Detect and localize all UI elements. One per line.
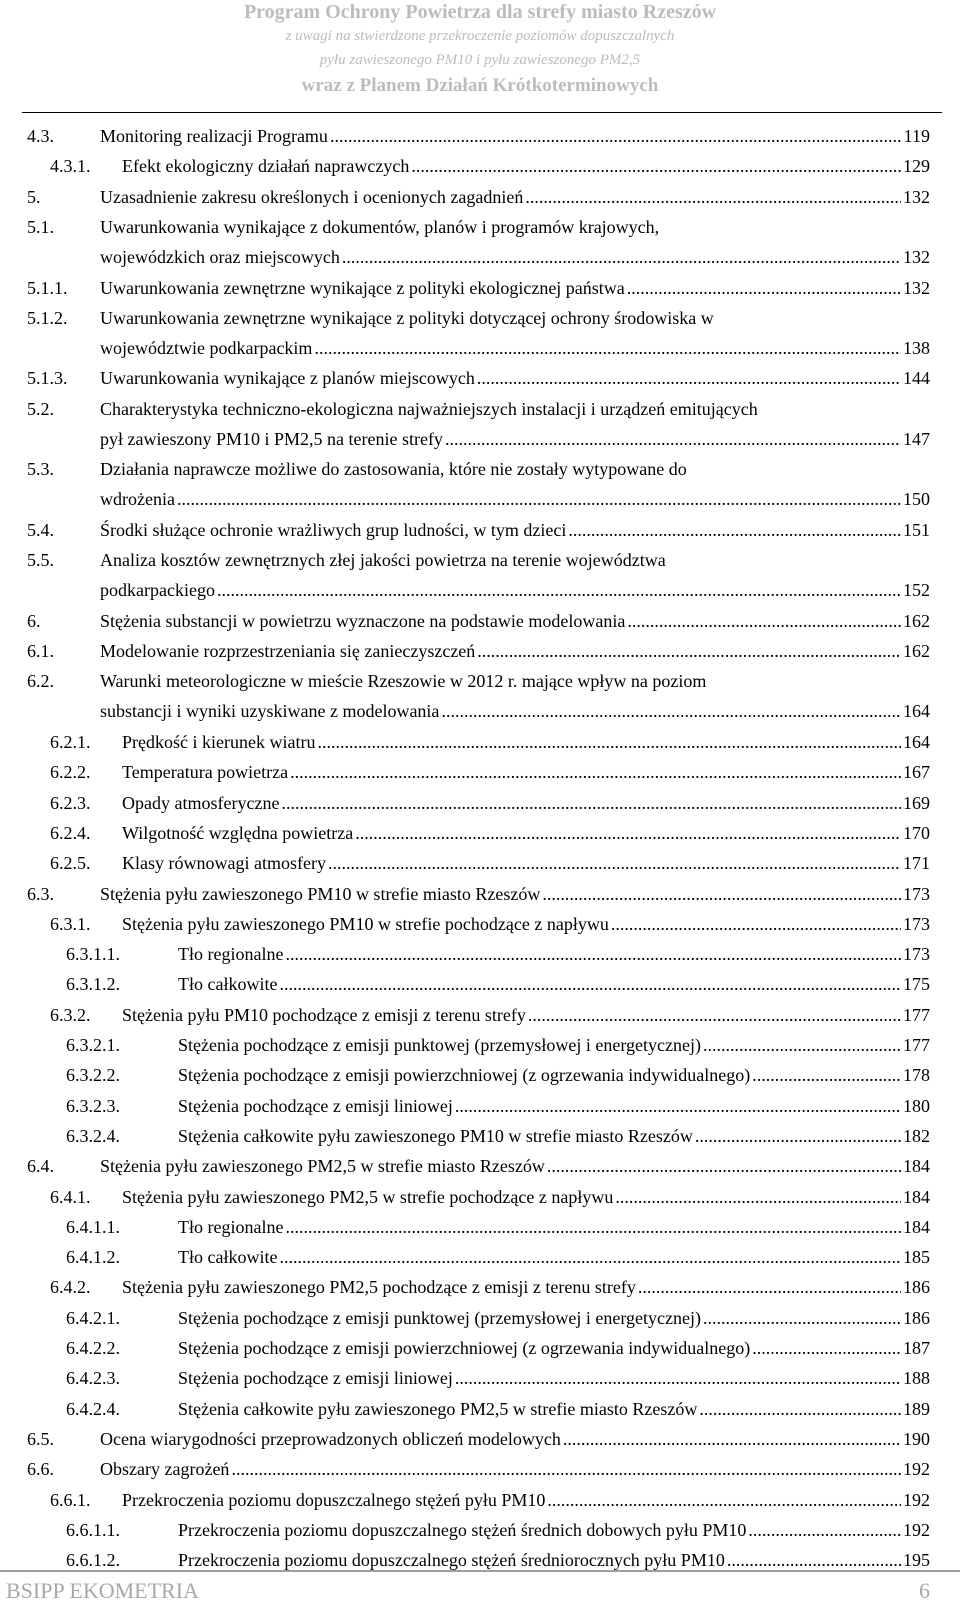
toc-entry-page: 132 — [903, 277, 930, 298]
toc-entry-title: Stężenia pyłu PM10 pochodzące z emisji z terenu strefy — [122, 1004, 526, 1025]
toc-entry-page: 182 — [903, 1125, 930, 1146]
toc-entry[interactable] — [0, 1303, 960, 1333]
toc-entry-page: 162 — [903, 641, 930, 662]
toc-entry[interactable] — [0, 818, 960, 848]
toc-entry-page: 170 — [903, 822, 930, 843]
toc-entry-number: 6.4. — [27, 1156, 54, 1177]
toc-dot-leader — [279, 1242, 901, 1272]
toc-entry[interactable] — [0, 1000, 960, 1030]
toc-dot-leader — [748, 1515, 901, 1545]
toc-dot-leader — [314, 333, 901, 363]
toc-entry-number: 6.3.1. — [50, 913, 91, 934]
toc-entry[interactable] — [0, 1151, 960, 1181]
toc-dot-leader — [752, 1060, 901, 1090]
toc-entry-number: 6.3.1.1. — [66, 944, 120, 965]
toc-entry-page: 129 — [903, 156, 930, 177]
toc-entry[interactable] — [0, 1272, 960, 1302]
toc-entry-page: 192 — [903, 1489, 930, 1510]
toc-entry-page: 162 — [903, 610, 930, 631]
toc-entry[interactable] — [0, 606, 960, 636]
toc-dot-leader — [317, 727, 901, 757]
toc-entry-page: 184 — [903, 1156, 930, 1177]
toc-entry-number: 4.3.1. — [50, 156, 91, 177]
toc-entry[interactable] — [0, 121, 960, 151]
toc-dot-leader — [281, 788, 901, 818]
toc-entry-page: 186 — [903, 1307, 930, 1328]
toc-entry[interactable] — [0, 1424, 960, 1454]
toc-dot-leader — [547, 1485, 901, 1515]
toc-entry-number: 6.6.1.2. — [66, 1550, 120, 1571]
toc-dot-leader — [611, 909, 901, 939]
toc-entry-title: Przekroczenia poziomu dopuszczalnego stężeń średnich dobowych pyłu PM10 — [178, 1519, 747, 1540]
toc-entry[interactable] — [0, 1182, 960, 1212]
toc-entry-title: podkarpackiego — [100, 580, 215, 601]
toc-dot-leader — [411, 151, 901, 181]
toc-entry-number: 6.3.1.2. — [66, 974, 120, 995]
toc-dot-leader — [699, 1394, 901, 1424]
toc-entry-number: 6.4.2. — [50, 1277, 91, 1298]
toc-entry-title: Temperatura powietrza — [122, 762, 289, 783]
header-title: Program Ochrony Powietrza dla strefy miasto Rzeszów — [243, 1, 717, 23]
toc-entry-title: Tło całkowite — [178, 974, 278, 995]
toc-entry-page: 175 — [903, 974, 930, 995]
toc-entry[interactable] — [0, 788, 960, 818]
toc-entry-number: 6.2.3. — [50, 792, 91, 813]
toc-entry-page: 119 — [903, 126, 930, 146]
toc-entry-page: 192 — [903, 1459, 930, 1480]
toc-entry-number: 6.4.2.2. — [66, 1338, 120, 1358]
toc-entry-title: wdrożenia — [100, 489, 175, 510]
toc-entry[interactable] — [0, 939, 960, 969]
toc-entry-title: Tło regionalne — [178, 944, 284, 965]
footer-divider — [0, 1570, 960, 1572]
toc-entry[interactable] — [0, 1515, 960, 1545]
toc-entry-page: 152 — [903, 580, 930, 601]
toc-entry-page: 132 — [903, 186, 930, 207]
toc-entry-title: Uwarunkowania wynikające z planów miejscowych — [100, 368, 475, 389]
toc-dot-leader — [355, 818, 901, 848]
toc-entry-title: Stężenia całkowite pyłu zawieszonego PM2,5 w strefie miasto Rzeszów — [178, 1398, 698, 1419]
toc-entry-number: 6.2.5. — [50, 853, 91, 874]
toc-entry-page: 147 — [903, 428, 930, 449]
toc-entry[interactable] — [0, 212, 960, 273]
toc-entry-title: Analiza kosztów zewnętrznych złej jakości powietrza na terenie województwa — [100, 550, 666, 571]
toc-entry-number: 6.2.4. — [50, 822, 91, 843]
toc-entry[interactable] — [0, 879, 960, 909]
toc-entry[interactable] — [0, 727, 960, 757]
toc-entry-page: 167 — [903, 762, 930, 783]
toc-entry[interactable] — [0, 1242, 960, 1272]
toc-entry-number: 6.3.2.2. — [66, 1065, 120, 1086]
toc-entry[interactable] — [0, 1121, 960, 1151]
toc-entry-title: Efekt ekologiczny działań naprawczych — [122, 156, 410, 177]
toc-entry-number: 6.4.2.4. — [66, 1398, 120, 1419]
toc-entry-number: 6.5. — [27, 1428, 54, 1449]
toc-entry-title: Stężenia pochodzące z emisji powierzchniowej (z ogrzewania indywidualnego) — [178, 1338, 751, 1358]
toc-entry[interactable] — [0, 666, 960, 727]
toc-entry-number: 6.3. — [27, 883, 54, 904]
toc-entry-title: Klasy równowagi atmosfery — [122, 853, 326, 874]
toc-entry-title: Środki służące ochronie wrażliwych grup ludności, w tym dzieci — [100, 519, 567, 540]
toc-entry-page: 151 — [903, 519, 930, 540]
toc-entry-title: Modelowanie rozprzestrzeniania się zanieczyszczeń — [100, 641, 476, 662]
toc-entry-number: 5.1.3. — [27, 368, 68, 389]
toc-entry-number: 5.1.2. — [27, 307, 68, 328]
toc-dot-leader — [445, 424, 901, 454]
toc-entry-number: 6.3.2.1. — [66, 1035, 120, 1055]
toc-entry-number: 6.2. — [27, 671, 54, 692]
toc-entry-number: 5.4. — [27, 519, 54, 540]
toc-dot-leader — [528, 1000, 901, 1030]
toc-dot-leader — [695, 1121, 901, 1151]
toc-entry[interactable] — [0, 1485, 960, 1515]
toc-entry-page: 173 — [903, 883, 930, 904]
toc-entry-title: pył zawieszony PM10 i PM2,5 na terenie strefy — [100, 428, 443, 449]
toc-entry-title: Monitoring realizacji Programu — [100, 126, 328, 146]
footer-company: BSIPP EKOMETRIA — [6, 1578, 199, 1603]
toc-entry-number: 5.5. — [27, 550, 54, 571]
toc-entry-number: 6.4.1. — [50, 1186, 91, 1207]
toc-entry[interactable] — [0, 848, 960, 878]
toc-dot-leader — [279, 969, 901, 999]
toc-dot-leader — [703, 1030, 901, 1060]
toc-entry-title: Stężenia pyłu zawieszonego PM10 w strefie miasto Rzeszów — [100, 883, 541, 904]
toc-entry-page: 178 — [903, 1065, 930, 1086]
toc-entry-title: Tło regionalne — [178, 1216, 284, 1237]
toc-dot-leader — [455, 1363, 901, 1393]
toc-dot-leader — [217, 575, 901, 605]
toc-entry-title: Stężenia pyłu zawieszonego PM2,5 pochodzące z emisji z terenu strefy — [122, 1277, 636, 1298]
toc-entry-page: 185 — [903, 1247, 930, 1268]
toc-dot-leader — [703, 1303, 901, 1333]
toc-dot-leader — [455, 1091, 901, 1121]
toc-entry-number: 6.4.1.2. — [66, 1247, 120, 1268]
toc-entry-page: 132 — [903, 246, 930, 267]
toc-entry-page: 192 — [903, 1519, 930, 1540]
toc-entry-number: 6.2.1. — [50, 732, 91, 752]
toc-entry-page: 173 — [903, 913, 930, 934]
toc-dot-leader — [638, 1272, 901, 1302]
toc-entry-page: 138 — [903, 337, 930, 358]
toc-entry-title: Stężenia pochodzące z emisji punktowej (przemysłowej i energetycznej) — [178, 1035, 701, 1055]
toc-dot-leader — [285, 1212, 901, 1242]
toc-entry-number: 6.6.1. — [50, 1489, 91, 1510]
toc-dot-leader — [328, 848, 901, 878]
toc-dot-leader — [627, 273, 901, 303]
toc-entry[interactable] — [0, 1030, 960, 1060]
toc-entry[interactable] — [0, 1091, 960, 1121]
toc-dot-leader — [177, 484, 901, 514]
toc-entry-page: 184 — [903, 1216, 930, 1237]
toc-entry-title: Opady atmosferyczne — [122, 792, 280, 813]
toc-entry-title: Uwarunkowania zewnętrzne wynikające z polityki dotyczącej ochrony środowiska w — [100, 307, 714, 328]
toc-entry[interactable] — [0, 515, 960, 545]
toc-entry-number: 4.3. — [27, 126, 54, 146]
toc-entry-number: 6.2.2. — [50, 762, 91, 783]
toc-entry-page: 195 — [903, 1550, 930, 1571]
toc-entry-number: 6.4.2.3. — [66, 1368, 120, 1389]
toc-entry-title: wojewódzkich oraz miejscowych — [100, 246, 340, 267]
toc-entry-page: 184 — [903, 1186, 930, 1207]
toc-entry[interactable] — [0, 545, 960, 606]
toc-dot-leader — [563, 1424, 901, 1454]
toc-dot-leader — [627, 606, 901, 636]
toc-dot-leader — [441, 696, 901, 726]
toc-entry-page: 180 — [903, 1095, 930, 1116]
header-subtitle-3: wraz z Planem Działań Krótkoterminowych — [301, 75, 659, 96]
toc-entry-title: Stężenia całkowite pyłu zawieszonego PM10 w strefie miasto Rzeszów — [178, 1125, 693, 1146]
toc-dot-leader — [285, 939, 901, 969]
toc-entry-page: 186 — [903, 1277, 930, 1298]
toc-entry-title: Wilgotność względna powietrza — [122, 822, 354, 843]
toc-entry[interactable] — [0, 1363, 960, 1393]
toc-entry-page: 150 — [903, 489, 930, 510]
toc-entry-title: substancji i wyniki uzyskiwane z modelowania — [100, 701, 440, 722]
toc-entry-title: Tło całkowite — [178, 1247, 278, 1268]
toc-entry-title: województwie podkarpackim — [100, 337, 313, 358]
page-number: 6 — [919, 1578, 930, 1603]
toc-entry-page: 144 — [903, 368, 930, 389]
toc-entry-title: Stężenia pochodzące z emisji liniowej — [178, 1368, 453, 1389]
toc-entry-number: 6.3.2. — [50, 1004, 91, 1025]
toc-entry-number: 6.6. — [27, 1459, 54, 1480]
toc-entry-title: Uzasadnienie zakresu określonych i ocenionych zagadnień — [100, 186, 524, 207]
toc-entry-title: Stężenia pochodzące z emisji powierzchniowej (z ogrzewania indywidualnego) — [178, 1065, 751, 1086]
toc-entry-page: 188 — [903, 1368, 930, 1389]
toc-dot-leader — [615, 1182, 901, 1212]
toc-entry[interactable] — [0, 182, 960, 212]
toc-entry[interactable] — [0, 1454, 960, 1484]
header-divider — [22, 112, 942, 113]
toc-entry[interactable] — [0, 636, 960, 666]
toc-entry-page: 187 — [903, 1338, 930, 1358]
toc-entry-title: Prędkość i kierunek wiatru — [122, 732, 316, 752]
toc-entry-number: 5.1. — [27, 216, 54, 237]
toc-entry-page: 164 — [903, 732, 930, 752]
toc-entry[interactable] — [0, 1333, 960, 1363]
header-subtitle-2: pyłu zawieszonego PM10 i pyłu zawieszonego PM2,5 — [319, 52, 641, 68]
toc-dot-leader — [568, 515, 901, 545]
toc-entry[interactable] — [0, 969, 960, 999]
toc-entry-number: 5. — [27, 186, 41, 207]
toc-entry-number: 5.3. — [27, 459, 54, 480]
toc-entry-number: 6.6.1.1. — [66, 1519, 120, 1540]
toc-dot-leader — [231, 1454, 901, 1484]
toc-dot-leader — [542, 879, 901, 909]
toc-entry-page: 177 — [903, 1035, 930, 1055]
toc-entry[interactable] — [0, 1394, 960, 1424]
toc-entry-number: 6.4.2.1. — [66, 1307, 120, 1328]
toc-dot-leader — [547, 1151, 901, 1181]
document-header — [0, 0, 960, 100]
toc-entry-title: Działania naprawcze możliwe do zastosowania, które nie zostały wytypowane do — [100, 459, 687, 480]
toc-entry[interactable] — [0, 151, 960, 181]
toc-entry[interactable] — [0, 394, 960, 455]
toc-entry-title: Stężenia pyłu zawieszonego PM2,5 w strefie miasto Rzeszów — [100, 1156, 545, 1177]
toc-entry-number: 6.3.2.4. — [66, 1125, 120, 1146]
toc-entry[interactable] — [0, 273, 960, 303]
toc-entry-number: 6.3.2.3. — [66, 1095, 120, 1116]
toc-dot-leader — [477, 363, 901, 393]
toc-entry-title: Przekroczenia poziomu dopuszczalnego stężeń średniorocznych pyłu PM10 — [178, 1550, 725, 1571]
toc-entry-title: Przekroczenia poziomu dopuszczalnego stężeń pyłu PM10 — [122, 1489, 546, 1510]
toc-dot-leader — [290, 757, 901, 787]
toc-entry-title: Stężenia pyłu zawieszonego PM10 w strefie pochodzące z napływu — [122, 913, 609, 934]
toc-dot-leader — [342, 242, 901, 272]
toc-dot-leader — [477, 636, 901, 666]
toc-entry[interactable] — [0, 909, 960, 939]
toc-entry-title: Stężenia pochodzące z emisji liniowej — [178, 1095, 453, 1116]
toc-dot-leader — [525, 182, 901, 212]
toc-entry-page: 190 — [903, 1428, 930, 1449]
toc-entry-number: 6. — [27, 610, 41, 631]
toc-entry-page: 189 — [903, 1398, 930, 1419]
toc-entry-page: 169 — [903, 792, 930, 813]
toc-entry[interactable] — [0, 363, 960, 393]
toc-entry-title: Stężenia pyłu zawieszonego PM2,5 w strefie pochodzące z napływu — [122, 1186, 614, 1207]
toc-dot-leader — [330, 121, 902, 151]
toc-entry[interactable] — [0, 454, 960, 515]
toc-entry-title: Stężenia pochodzące z emisji punktowej (przemysłowej i energetycznej) — [178, 1307, 701, 1328]
toc-entry-title: Obszary zagrożeń — [100, 1459, 230, 1480]
toc-entry-title: Charakterystyka techniczno-ekologiczna najważniejszych instalacji i urządzeń emitujących — [100, 398, 758, 419]
toc-entry-number: 6.1. — [27, 641, 54, 662]
toc-entry-title: Stężenia substancji w powietrzu wyznaczone na podstawie modelowania — [100, 610, 626, 631]
toc-entry-page: 173 — [903, 944, 930, 965]
toc-entry-title: Warunki meteorologiczne w mieście Rzeszowie w 2012 r. mające wpływ na poziom — [100, 671, 707, 692]
toc-entry-title: Uwarunkowania wynikające z dokumentów, planów i programów krajowych, — [100, 216, 660, 237]
toc-entry[interactable] — [0, 757, 960, 787]
header-subtitle-1: z uwagi na stwierdzone przekroczenie poziomów dopuszczalnych — [285, 28, 675, 44]
toc-dot-leader — [752, 1333, 901, 1363]
toc-entry[interactable] — [0, 1060, 960, 1090]
toc-entry-number: 5.2. — [27, 398, 54, 419]
toc-entry-page: 164 — [903, 701, 930, 722]
toc-entry[interactable] — [0, 303, 960, 364]
toc-entry-page: 171 — [903, 853, 930, 874]
toc-entry-title: Ocena wiarygodności przeprowadzonych obliczeń modelowych — [100, 1428, 561, 1449]
toc-entry[interactable] — [0, 1212, 960, 1242]
toc-entry-number: 5.1.1. — [27, 277, 68, 298]
toc-entry-number: 6.4.1.1. — [66, 1216, 120, 1237]
toc-entry-page: 177 — [903, 1004, 930, 1025]
toc-entry-title: Uwarunkowania zewnętrzne wynikające z polityki ekologicznej państwa — [100, 277, 625, 298]
